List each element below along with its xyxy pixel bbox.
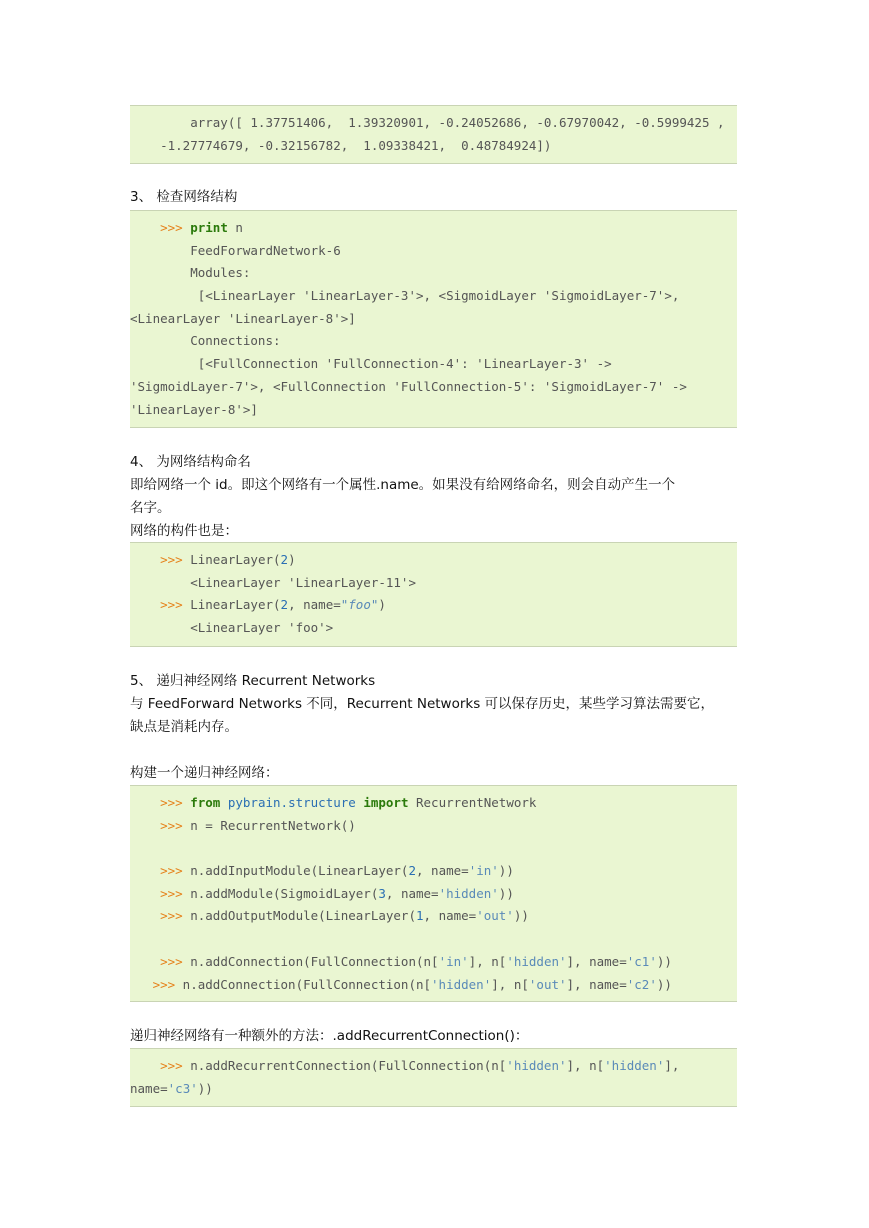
paragraph: 递归神经网络有一种额外的方法：.addRecurrentConnection()：	[130, 1028, 529, 1044]
code-line	[130, 792, 737, 815]
code-string: 'hidden'	[506, 1058, 567, 1073]
code-line: -1.27774679, -0.32156782, 1.09338421, 0.48784924])	[130, 137, 552, 153]
prompt-symbol: >>>	[160, 597, 183, 613]
paragraph: 名字。	[130, 500, 171, 516]
code-line	[130, 549, 737, 572]
code-text: LinearLayer(	[182, 552, 281, 567]
code-line	[130, 217, 737, 240]
keyword-from: from	[190, 795, 221, 810]
code-line: Connections:	[130, 333, 281, 349]
code-blank-line	[130, 928, 737, 951]
prompt-symbol: >>>	[160, 885, 183, 901]
prompt-symbol: >>>	[160, 817, 183, 833]
code-text: n.addConnection(FullConnection(n[	[182, 953, 439, 969]
code-string: 'hidden'	[506, 953, 567, 969]
code-number: 2	[408, 863, 416, 879]
code-line: <LinearLayer 'foo'>	[130, 620, 334, 636]
paragraph: 缺点是消耗内存。	[130, 719, 238, 735]
keyword-print: print	[190, 220, 228, 235]
code-text: ], n[	[468, 953, 507, 969]
code-line	[130, 1078, 737, 1101]
code-text: ))	[656, 953, 672, 969]
code-text: n.addModule(SigmoidLayer(	[182, 885, 379, 901]
code-number: 2	[280, 552, 289, 567]
code-line	[130, 905, 737, 928]
code-text: ))	[498, 885, 514, 901]
code-block-print-network	[130, 210, 737, 428]
code-text: name=	[130, 1080, 168, 1096]
code-line: array([ 1.37751406, 1.39320901, -0.24052686, -0.67970042, -0.5999425 ,	[130, 115, 725, 130]
code-text: , name=	[288, 597, 341, 613]
paragraph: 即给网络一个 id。即这个网络有一个属性.name。如果没有给网络命名，则会自动产生一个	[130, 477, 676, 493]
code-number: 2	[280, 597, 289, 613]
code-line: [<FullConnection 'FullConnection-4': 'LinearLayer-3' ->	[130, 356, 612, 372]
code-string: 'hidden'	[438, 885, 499, 901]
code-string: 'hidden'	[604, 1058, 665, 1073]
code-block-array-output	[130, 105, 737, 164]
code-text: n.addRecurrentConnection(FullConnection(n[	[182, 1058, 507, 1073]
code-text: n.addOutputModule(LinearLayer(	[182, 908, 416, 924]
code-text: )	[378, 597, 386, 613]
code-line: FeedForwardNetwork-6	[130, 242, 341, 258]
code-text: , name=	[423, 908, 477, 924]
code-string: 'c2'	[626, 976, 657, 992]
code-text: )	[288, 552, 296, 567]
module-name: pybrain.structure	[227, 795, 356, 810]
code-line	[130, 594, 737, 617]
section-heading-5: 5、 递归神经网络 Recurrent Networks	[130, 673, 376, 689]
prompt-symbol: >>>	[160, 953, 183, 969]
code-text: ], n[	[566, 1058, 605, 1073]
code-text: ], n[	[491, 976, 529, 992]
code-text: , name=	[416, 863, 469, 879]
code-string: 'c3'	[167, 1080, 198, 1096]
prompt-symbol: >>>	[160, 863, 183, 879]
keyword-import: import	[363, 795, 409, 810]
code-line	[130, 815, 737, 838]
code-string: 'out'	[476, 908, 514, 924]
code-text: ))	[656, 976, 672, 992]
code-text: ))	[498, 863, 514, 879]
code-blank-line	[130, 837, 737, 860]
code-block-recurrent-network	[130, 785, 737, 1002]
code-string: 'hidden'	[431, 976, 492, 992]
prompt-symbol: >>>	[160, 1058, 183, 1073]
code-text: LinearLayer(	[182, 597, 281, 613]
code-text: ))	[197, 1080, 213, 1096]
code-text: ))	[513, 908, 529, 924]
code-number: 3	[378, 885, 386, 901]
code-line	[130, 974, 737, 997]
paragraph: 构建一个递归神经网络：	[130, 765, 279, 781]
code-line	[130, 1055, 737, 1078]
code-line	[130, 860, 737, 883]
code-text: n.addConnection(FullConnection(n[	[175, 976, 432, 992]
code-block-linear-layer	[130, 542, 737, 647]
code-line: [<LinearLayer 'LinearLayer-3'>, <SigmoidLayer 'SigmoidLayer-7'>,	[130, 288, 680, 304]
code-line: 'SigmoidLayer-7'>, <FullConnection 'FullConnection-5': 'SigmoidLayer-7' ->	[130, 378, 687, 394]
code-line: <LinearLayer 'LinearLayer-8'>]	[130, 310, 356, 326]
code-string: 'in'	[468, 863, 499, 879]
prompt-symbol: >>>	[160, 795, 183, 810]
code-line	[130, 883, 737, 906]
code-text: RecurrentNetwork	[408, 795, 537, 810]
code-string: 'in'	[438, 953, 469, 969]
code-string: 'out'	[528, 976, 567, 992]
code-text: ], name=	[566, 976, 627, 992]
section-heading-3: 3、 检查网络结构	[130, 189, 238, 205]
paragraph: 与 FeedForward Networks 不同，Recurrent Networks 可以保存历史，某些学习算法需要它，	[130, 696, 715, 712]
code-number: 1	[415, 908, 424, 924]
code-line	[130, 951, 737, 974]
code-text: n	[227, 220, 243, 235]
section-heading-4: 4、 为网络结构命名	[130, 454, 251, 470]
code-block-recurrent-connection	[130, 1048, 737, 1107]
code-text: ], name=	[566, 953, 627, 969]
prompt-symbol: >>>	[152, 976, 176, 992]
code-line: 'LinearLayer-8'>]	[130, 401, 258, 417]
code-text: , name=	[385, 885, 439, 901]
code-line: Modules:	[130, 265, 251, 281]
code-line: <LinearLayer 'LinearLayer-11'>	[130, 574, 416, 590]
paragraph: 网络的构件也是：	[130, 523, 238, 539]
prompt-symbol: >>>	[160, 552, 183, 567]
code-string: "foo"	[340, 597, 379, 613]
code-text: n.addInputModule(LinearLayer(	[182, 863, 409, 879]
code-text: ],	[664, 1058, 680, 1073]
code-string: 'c1'	[626, 953, 657, 969]
prompt-symbol: >>>	[160, 908, 183, 924]
code-text: n = RecurrentNetwork()	[182, 817, 356, 833]
prompt-symbol: >>>	[160, 220, 183, 235]
